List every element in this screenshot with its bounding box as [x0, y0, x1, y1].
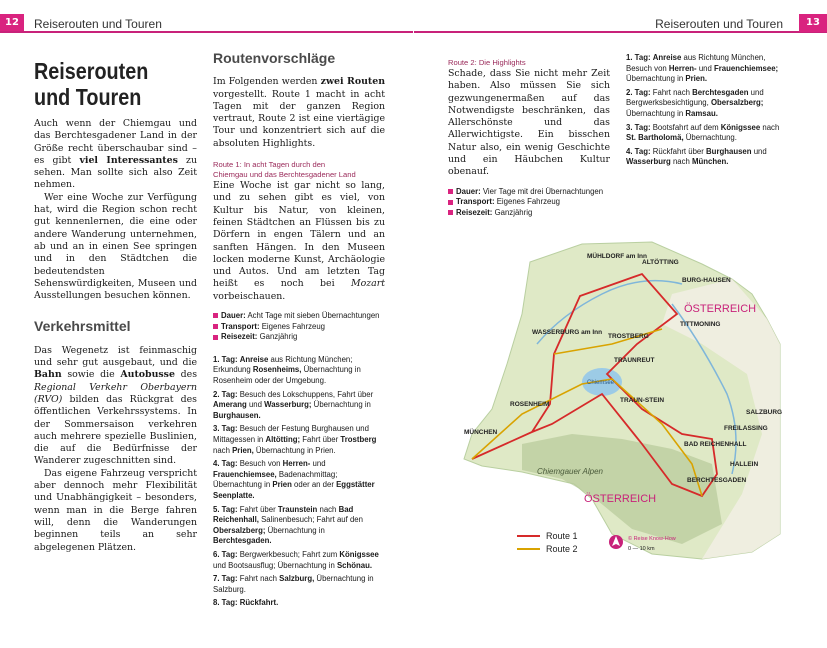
- town-label: WASSERBURG am Inn: [532, 329, 603, 336]
- route2-heading: Route 2: Die Highlights: [448, 58, 526, 67]
- verkehrsmittel-paragraph-2: Das eigene Fahrzeug verspricht aber dennoch mehr Flexibilität und Unabhängigkeit – besonders, wenn man in die Berge fahren will, denn die Wanderungen beginnen teils an sehr abgelegenen Plätzen.: [34, 467, 197, 553]
- itinerary-day: 7. Tag: Fahrt nach Salzburg, Übernachtung in Salzburg.: [213, 574, 374, 594]
- itinerary-day: 6. Tag: Bergwerkbesuch; Fahrt zum Königssee und Bootsausflug; Übernachtung in Schönau.: [213, 549, 379, 570]
- header-rule-right: [414, 31, 827, 33]
- route1-itinerary: [213, 355, 385, 609]
- route-map: [462, 234, 782, 564]
- town-label: BAD REICHENHALL: [684, 441, 747, 448]
- header-rule-left: [0, 31, 413, 33]
- middle-column: [213, 52, 385, 612]
- bullet-square-icon: [448, 210, 453, 215]
- fact-item: Transport: Eigenes Fahrzeug: [448, 197, 610, 208]
- bullet-square-icon: [448, 200, 453, 205]
- town-label: BERCHTESGADEN: [687, 477, 747, 484]
- page-number-right: 13: [799, 14, 827, 32]
- bullet-square-icon: [213, 335, 218, 340]
- itinerary-day: 2. Tag: Besuch des Lokschuppens, Fahrt über Amerang und Wasserburg; Übernachtung in Burghausen.: [213, 389, 374, 420]
- routes-intro-paragraph: Im Folgenden werden zwei Routen vorgestellt. Route 1 macht in acht Tagen mit der ganzen Region vertraut, Route 2 ist eine viertägige Tour und konzentriert sich auf die absoluten Highlights.: [213, 76, 386, 149]
- route1-heading: Route 1: In acht Tagen durch den Chiemgau und das Berchtesgadener Land: [213, 160, 356, 180]
- running-title-right: Reiserouten und Touren: [655, 17, 783, 31]
- town-label: ALTÖTTING: [642, 259, 679, 266]
- verkehrsmittel-paragraph-1: Das Wegenetz ist feinmaschig und sehr gut ausgebaut, und die Bahn sowie die Autobusse des Regional Verkehr Oberbayern (RVO) bilden das Rückgrat des öffentlichen Verkehrssystems. In der Sommersaison verkehren auch mehrere spezielle Buslinien, die auf die Bedürfnisse der Wanderer zugeschnitten sind.: [34, 344, 198, 467]
- town-label: SALZBURG: [746, 409, 782, 416]
- fact-item: Reisezeit: Ganzjährig: [213, 332, 385, 343]
- route1-facts: [213, 311, 385, 343]
- left-column: [34, 58, 197, 554]
- itinerary-day: 1. Tag: Anreise aus Richtung München, Besuch von Herren- und Frauenchiemsee; Übernachtung in Prien.: [626, 53, 779, 84]
- map-label-austria-s: ÖSTERREICH: [584, 493, 657, 505]
- itinerary-day: 3. Tag: Besuch der Festung Burghausen und Mittagessen in Altötting; Fahrt über Trostberg nach Prien, Übernachtung in Prien.: [213, 424, 377, 455]
- itinerary-day: 4. Tag: Besuch von Herren- und Frauenchiemsee, Badenachmittag; Übernachtung in Prien oder an der Eggstätter Seenplatte.: [213, 459, 375, 500]
- town-label: BURG-HAUSEN: [682, 277, 731, 284]
- town-label: TITTMONING: [680, 321, 721, 328]
- bullet-square-icon: [448, 189, 453, 194]
- route2-itinerary: [626, 53, 786, 171]
- page-number-left: 12: [0, 14, 24, 32]
- left-page: [0, 0, 413, 648]
- fact-item: Dauer: Vier Tage mit drei Übernachtungen: [448, 187, 610, 198]
- town-label: ROSENHEIM: [510, 401, 550, 408]
- town-label: TRAUN-STEIN: [620, 397, 665, 404]
- town-label: MÜHLDORF am Inn: [587, 253, 647, 260]
- route1-paragraph: Eine Woche ist gar nicht so lang, und zu sehen gibt es viel, von Kultur bis Natur, von kleinen, feinen Städtchen an Flüssen bis zu Dörfern in engen Tälern und an sanften Hängen. In den Museen locken moderne Kunst, Archäologie und Autos. Und am letzten Tag heißt es noch bei Mozart vorbeischauen.: [213, 180, 385, 302]
- running-title-left: Reiserouten und Touren: [34, 17, 162, 31]
- fact-item: Transport: Eigenes Fahrzeug: [213, 322, 385, 333]
- itinerary-day: 2. Tag: Fahrt nach Berchtesgaden und Bergwerksbesichtigung, Obersalzberg; Übernachtung in Ramsau.: [626, 87, 764, 118]
- itinerary-day: 8. Tag: Rückfahrt.: [213, 598, 279, 608]
- map-label-lake: Chiemsee: [587, 380, 615, 386]
- itinerary-day: 4. Tag: Rückfahrt über Burghausen und Wasserburg nach München.: [626, 146, 767, 167]
- route2-facts: [448, 187, 610, 219]
- section-title-verkehrsmittel: Verkehrsmittel: [34, 318, 131, 335]
- map-label-mountains: Chiemgauer Alpen: [537, 467, 603, 476]
- chapter-title: Reiserouten und Touren: [34, 58, 149, 110]
- itinerary-day: 3. Tag: Bootsfahrt auf dem Königssee nach St. Bartholomä, Übernachtung.: [626, 122, 780, 143]
- town-label: TROSTBERG: [608, 333, 649, 340]
- town-label: MÜNCHEN: [464, 429, 498, 436]
- fact-item: Reisezeit: Ganzjährig: [448, 208, 610, 219]
- bullet-square-icon: [213, 324, 218, 329]
- legend-route2-label: Route 2: [546, 544, 578, 554]
- itinerary-day: 5. Tag: Fahrt über Traunstein nach Bad Reichenhall, Salinenbesuch; Fahrt auf den Obersalzberg; Übernachtung in Berchtesgaden.: [213, 504, 363, 546]
- legend-route1-label: Route 1: [546, 531, 578, 541]
- town-label: TRAUNREUT: [614, 357, 655, 364]
- route2-paragraph: Schade, dass Sie nicht mehr Zeit haben. Also müssen Sie sich gezwungenermaßen auf das Notwendigste beschränken, das Allerschönste und das Allerwichtigste. Ein bisschen Natur also, ein wenig Geschichte und ein Häubchen Kultur obenauf.: [448, 68, 610, 178]
- route2-column: [448, 58, 610, 218]
- town-label: HALLEIN: [730, 461, 759, 468]
- section-title-routenvorschlaege: Routenvorschläge: [213, 50, 336, 66]
- map-scale: 0 — 10 km: [628, 546, 655, 552]
- town-label: FREILASSING: [724, 425, 768, 432]
- bullet-square-icon: [213, 313, 218, 318]
- fact-item: Dauer: Acht Tage mit sieben Übernachtungen: [213, 311, 385, 322]
- map-publisher: © Reise Know-How: [628, 536, 676, 542]
- intro-paragraph-1: Auch wenn der Chiemgau und das Berchtesgadener Land in der Größe recht überschaubar sind – es gibt viel Interessantes zu sehen. Man sollte sich also Zeit nehmen.: [34, 118, 197, 191]
- intro-paragraph-2: Wer eine Woche zur Verfügung hat, wird die Region schon recht gut kennenlernen, die eine oder andere Wanderung unternehmen, ab und an in einen See springen und in den Städtchen die bedeutendsten Sehenswürdigkeiten, Museen und Ausstellungen besuchen können.: [34, 191, 197, 302]
- map-label-austria-ne: ÖSTERREICH: [684, 303, 757, 315]
- itinerary-day: 1. Tag: Anreise aus Richtung München; Erkundung Rosenheims, Übernachtung in Rosenheim oder der Umgebung.: [213, 354, 361, 386]
